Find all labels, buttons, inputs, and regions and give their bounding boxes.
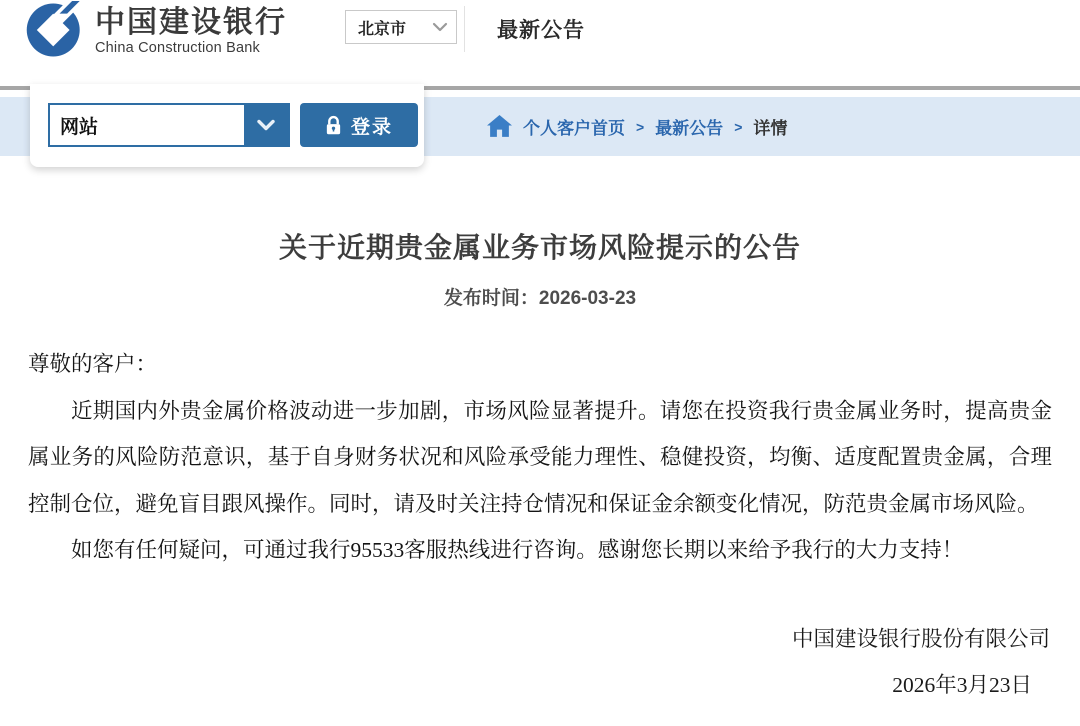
paragraph: 如您有任何疑问，可通过我行95533客服热线进行咨询。感谢您长期以来给予我行的大力支持！ xyxy=(71,538,964,562)
breadcrumb-item-current: 详情 xyxy=(753,119,788,138)
header-divider xyxy=(464,6,465,52)
lock-icon xyxy=(325,115,342,136)
home-icon[interactable] xyxy=(487,115,512,138)
brand-name-cn: 中国建设银行 xyxy=(95,6,287,39)
login-button[interactable] xyxy=(300,103,418,147)
paragraph: 近期国内外贵金属价格波动进一步加剧，市场风险显著提升。请您在投资我行贵金属业务时，提高贵金属业务的风险防范意识，基于自身财务状况和风险承受能力理性、稳健投资，均衡、适度配置贵金属，合理控制仓位，避免盲目跟风操作。同时，请及时关注持仓情况和保证金余额变化情况，防范贵金属市场风险。 xyxy=(28,398,1052,516)
salutation: 尊敬的客户： xyxy=(28,352,158,376)
breadcrumb-separator: > xyxy=(636,118,645,135)
brand-block xyxy=(95,7,287,56)
brand-name-en: China Construction Bank xyxy=(95,40,260,56)
article-body xyxy=(28,341,1052,574)
header xyxy=(0,0,1080,86)
signature-company: 中国建设银行股份有限公司 xyxy=(791,627,1050,651)
region-select-value: 北京市 xyxy=(358,20,407,38)
page-title: 最新公告 xyxy=(497,19,585,42)
login-card xyxy=(30,84,424,167)
breadcrumb-separator: > xyxy=(734,118,743,135)
chevron-down-icon xyxy=(432,22,448,32)
breadcrumb xyxy=(487,97,787,156)
breadcrumb-item-home[interactable]: 个人客户首页 xyxy=(523,119,625,138)
login-button-label: 登录 xyxy=(350,116,393,138)
signature-date: 2026年3月23日 xyxy=(892,673,1032,697)
site-select-chevron-box[interactable] xyxy=(244,105,288,145)
chevron-down-icon xyxy=(256,119,276,131)
article-title: 关于近期贵金属业务市场风险提示的公告 xyxy=(278,232,801,263)
breadcrumb-item-announcements[interactable]: 最新公告 xyxy=(655,119,724,138)
publish-time: 发布时间：2026-03-23 xyxy=(443,288,637,309)
region-select[interactable] xyxy=(345,10,457,44)
ccb-logo-icon xyxy=(25,1,89,59)
site-select[interactable] xyxy=(48,103,290,147)
site-select-value: 网站 xyxy=(60,116,99,138)
